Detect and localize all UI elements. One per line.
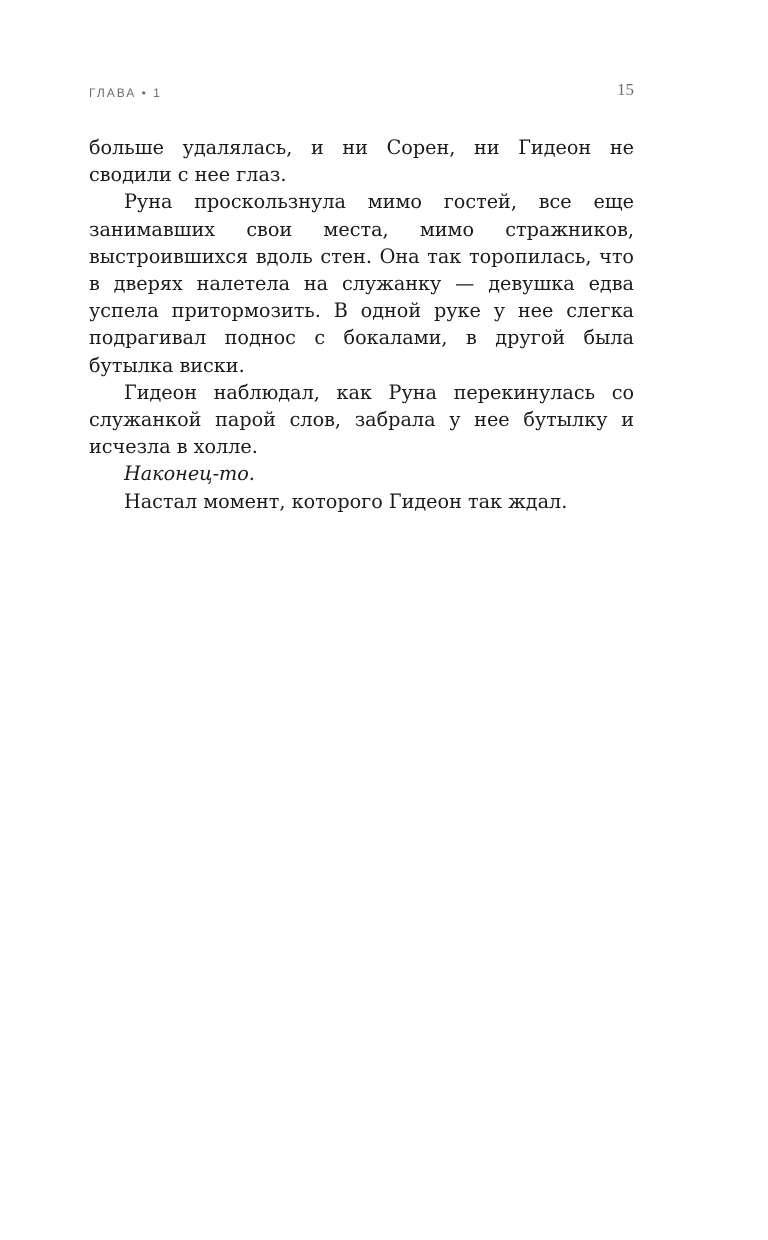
paragraph: Руна проскользнула мимо гостей, все еще занимавших свои места, мимо стражников, выстроившихся вдоль стен. Она так торопилась, что в дверях налетела на служанку — девушка едва успела притормозить. В одной руке у нее слегка подрагивал поднос с бокалами, в другой была бутылка виски. (89, 190, 634, 377)
paragraph: Гидеон наблюдал, как Руна перекинулась со служанкой парой слов, забрала у нее бутылку и исчезла в холле. (89, 380, 634, 459)
paragraph-italic (89, 460, 634, 487)
running-head: ГЛАВА • 1 (89, 86, 162, 100)
paragraph-continuation: больше удалялась, и ни Сорен, ни Гидеон не сводили с нее глаз. (89, 136, 634, 187)
text-block (89, 134, 634, 515)
page-number: 15 (617, 80, 634, 99)
paragraph: Настал момент, которого Гидеон так ждал. (124, 489, 568, 513)
italic-thought: Наконец-то. (124, 462, 255, 486)
